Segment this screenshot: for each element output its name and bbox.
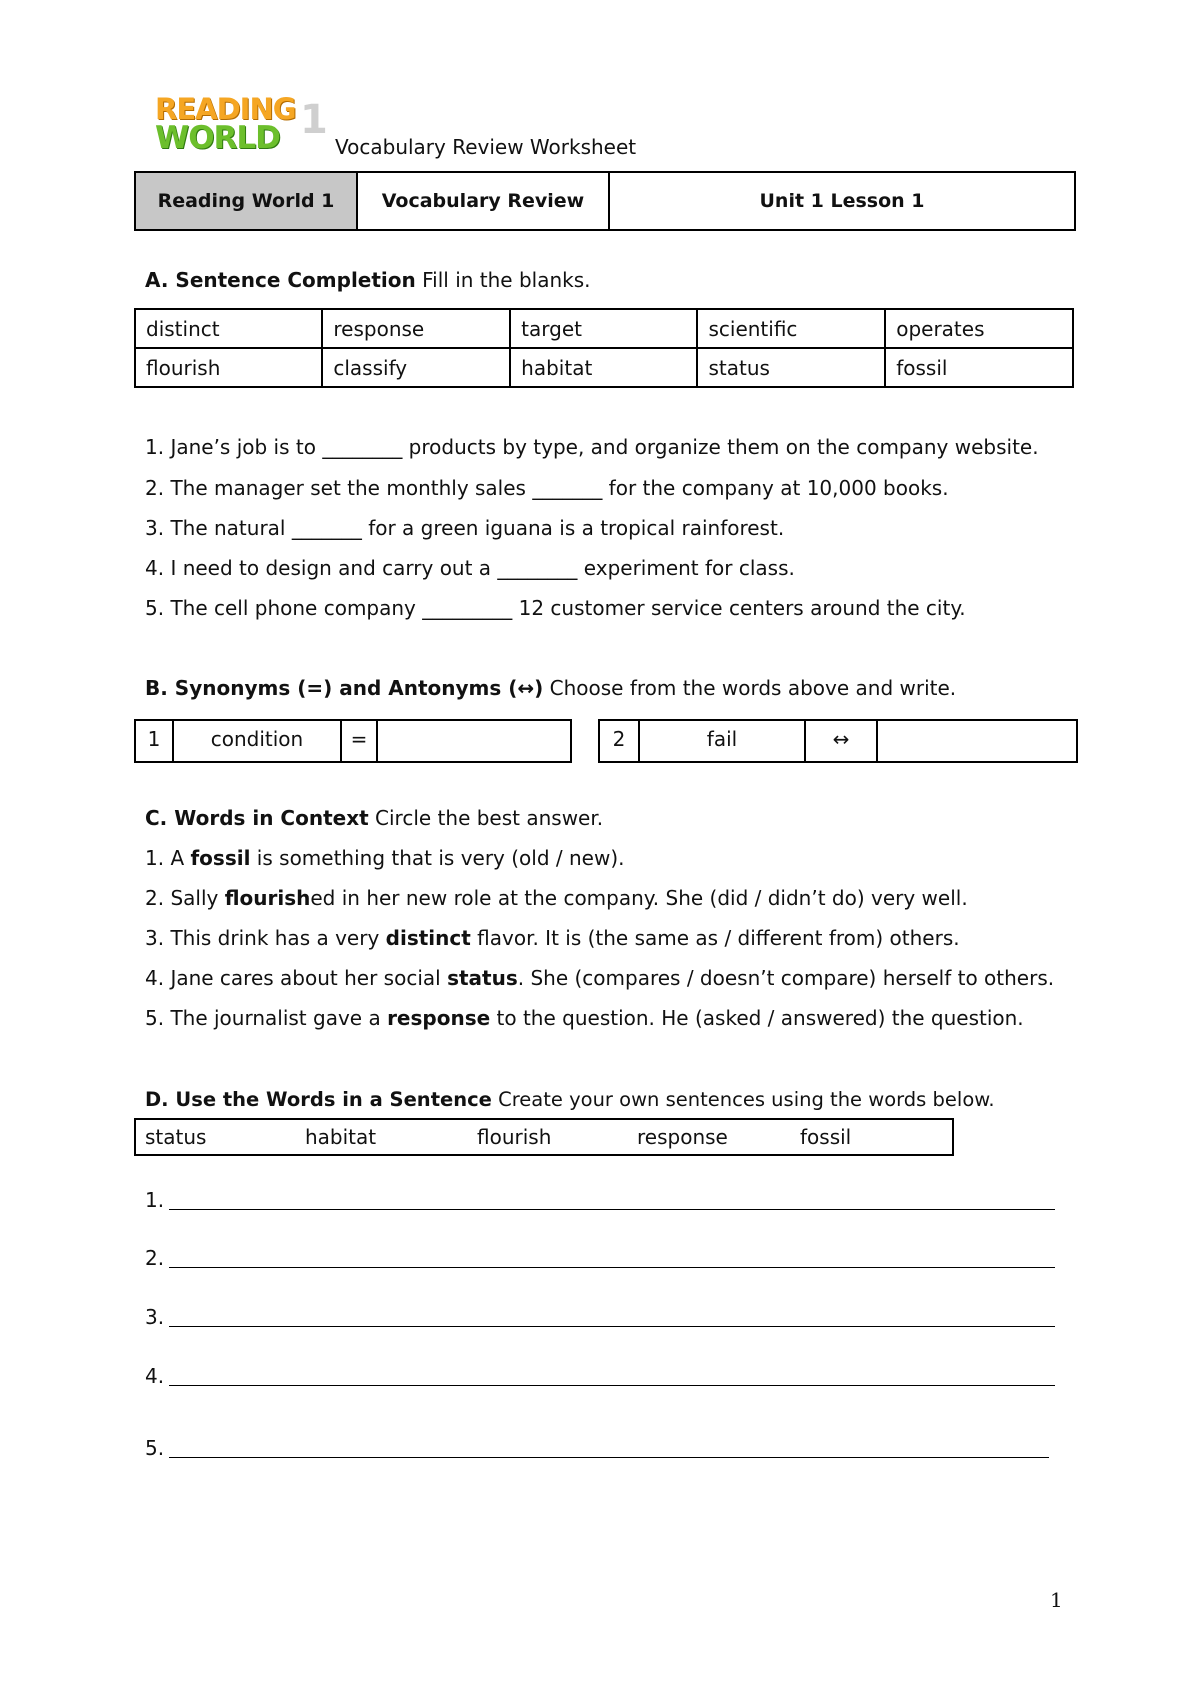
word-cell: status: [697, 348, 885, 387]
context-item-2: 2. Sally flourished in her new role at the company. She (did / didn’t do) very well.: [145, 886, 968, 910]
section-a-title: A. Sentence Completion: [145, 268, 416, 292]
answer-number: 2.: [145, 1246, 165, 1270]
section-b-title: B. Synonyms (=) and Antonyms (↔): [145, 676, 544, 700]
page-number: 1: [1050, 1588, 1063, 1612]
header-book: Reading World 1: [135, 172, 357, 230]
word-cell: habitat: [510, 348, 697, 387]
section-c-title: C. Words in Context: [145, 806, 369, 830]
word-bank-row: [135, 348, 1073, 387]
given-word: fail: [639, 720, 805, 762]
answer-number: 5.: [145, 1436, 165, 1460]
answer-number: 1.: [145, 1188, 165, 1212]
given-word: condition: [173, 720, 341, 762]
word-d: flourish: [477, 1125, 552, 1149]
header-table: [134, 171, 1076, 231]
logo-line-1: READING: [155, 92, 296, 126]
answer-rule: [169, 1267, 1055, 1268]
item-number: 1: [135, 720, 173, 762]
word-cell: operates: [885, 309, 1073, 348]
word-bank-d: [134, 1118, 954, 1156]
logo-number: 1: [300, 97, 328, 143]
sentence-a-4: 4. I need to design and carry out a ________ experiment for class.: [145, 556, 795, 580]
sentence-a-3: 3. The natural _______ for a green iguana is a tropical rainforest.: [145, 516, 785, 540]
word-cell: classify: [322, 348, 510, 387]
worksheet-subtitle: Vocabulary Review Worksheet: [335, 135, 637, 159]
sentence-a-2: 2. The manager set the monthly sales _______ for the company at 10,000 books.: [145, 476, 949, 500]
opposite-symbol: ↔: [805, 720, 877, 762]
sentence-a-1: 1. Jane’s job is to ________ products by type, and organize them on the company website.: [145, 435, 1039, 459]
context-item-3: 3. This drink has a very distinct flavor. It is (the same as / different from) others.: [145, 926, 960, 950]
word-cell: fossil: [885, 348, 1073, 387]
answer-line-5[interactable]: [145, 1436, 1060, 1460]
section-a-heading: [145, 268, 591, 292]
reading-world-logo: [152, 92, 332, 154]
section-b-instruction: Choose from the words above and write.: [543, 676, 957, 700]
section-d-heading: [145, 1088, 995, 1111]
answer-rule: [169, 1326, 1055, 1327]
word-cell: flourish: [135, 348, 322, 387]
answer-line-2[interactable]: [145, 1246, 1060, 1270]
item-number: 2: [599, 720, 639, 762]
word-d: habitat: [305, 1125, 377, 1149]
answer-blank[interactable]: [877, 720, 1077, 762]
word-cell: distinct: [135, 309, 322, 348]
answer-blank[interactable]: [377, 720, 571, 762]
header-type: Vocabulary Review: [357, 172, 609, 230]
answer-number: 3.: [145, 1305, 165, 1329]
word-bank-row: [135, 309, 1073, 348]
synonym-box-1: [134, 719, 572, 763]
word-bank-d-row: [135, 1119, 953, 1155]
equals-symbol: =: [341, 720, 377, 762]
answer-number: 4.: [145, 1364, 165, 1388]
word-cell: scientific: [697, 309, 885, 348]
logo-line-2: WORLD: [155, 120, 280, 156]
answer-line-1[interactable]: [145, 1188, 1060, 1212]
word-bank-a: [134, 308, 1074, 388]
answer-rule: [169, 1457, 1049, 1458]
section-d-title: D. Use the Words in a Sentence: [145, 1088, 492, 1111]
word-d: fossil: [800, 1125, 852, 1149]
section-d-instruction: Create your own sentences using the words below.: [491, 1088, 995, 1111]
section-c-instruction: Circle the best answer.: [368, 806, 604, 830]
answer-rule: [169, 1209, 1055, 1210]
section-a-instruction: Fill in the blanks.: [415, 268, 591, 292]
answer-line-4[interactable]: [145, 1364, 1060, 1388]
word-d: response: [637, 1125, 728, 1149]
context-item-5: 5. The journalist gave a response to the question. He (asked / answered) the question.: [145, 1006, 1024, 1030]
answer-rule: [169, 1385, 1055, 1386]
answer-line-3[interactable]: [145, 1305, 1060, 1329]
word-d: status: [145, 1125, 207, 1149]
context-item-1: 1. A fossil is something that is very (old / new).: [145, 846, 625, 870]
word-cell: target: [510, 309, 697, 348]
antonym-box-2: [598, 719, 1078, 763]
context-item-4: 4. Jane cares about her social status. She (compares / doesn’t compare) herself to others.: [145, 966, 1055, 990]
sentence-a-5: 5. The cell phone company _________ 12 customer service centers around the city.: [145, 596, 966, 620]
header-unit: Unit 1 Lesson 1: [609, 172, 1075, 230]
word-cell: response: [322, 309, 510, 348]
section-c-heading: [145, 806, 603, 830]
section-b-heading: [145, 676, 956, 700]
